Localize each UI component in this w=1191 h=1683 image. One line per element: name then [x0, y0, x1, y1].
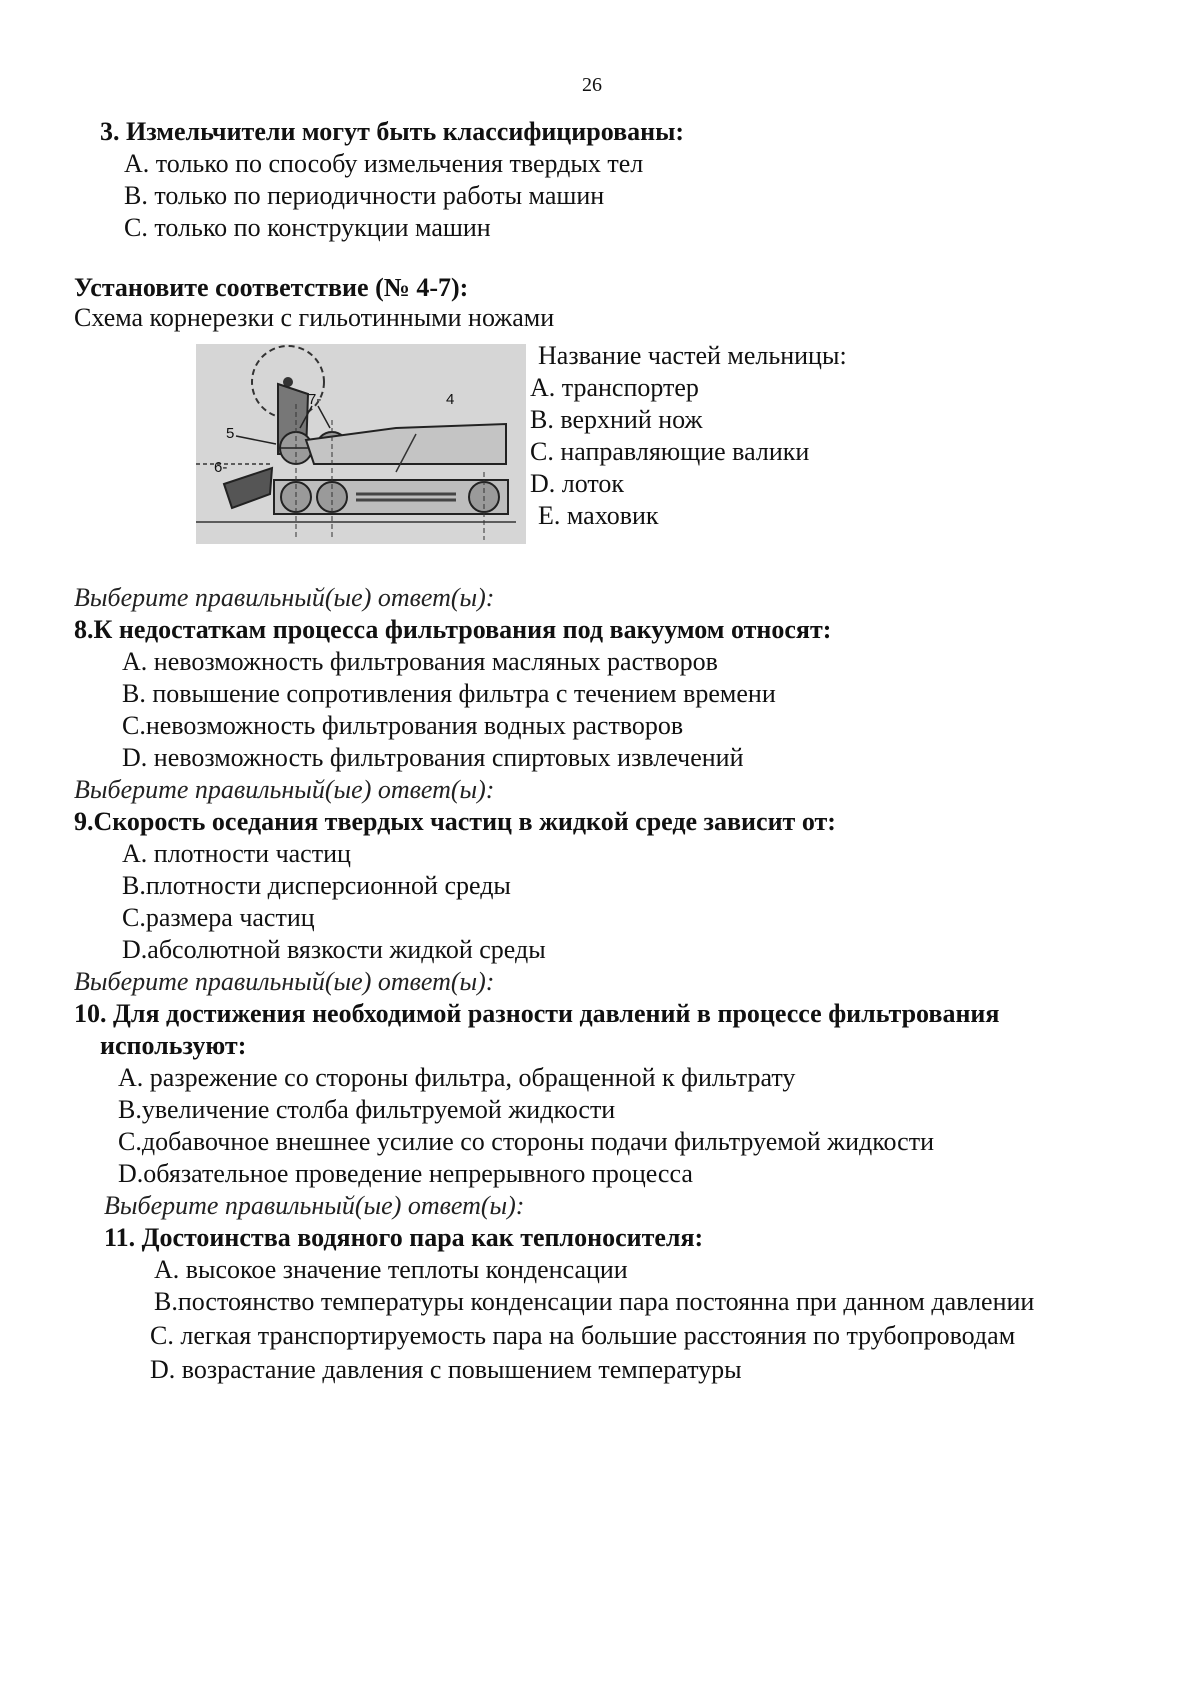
match-caption: Схема корнерезки с гильотинными ножами	[74, 303, 555, 332]
q3-option-b: B. только по периодичности работы машин	[124, 181, 605, 210]
q10-option-c: C.добавочное внешнее усилие со стороны подачи фильтруемой жидкости	[118, 1127, 934, 1156]
q11-option-a: A. высокое значение теплоты конденсации	[154, 1255, 628, 1284]
part-a: A. транспортер	[530, 373, 699, 402]
parts-title: Название частей мельницы:	[538, 341, 847, 370]
q10-title-line1: 10. Для достижения необходимой разности давлений в процессе фильтрования	[74, 999, 1000, 1028]
instruction-q10: Выберите правильный(ые) ответ(ы):	[74, 967, 495, 996]
q9-title: 9.Скорость оседания твердых частиц в жидкой среде зависит от:	[74, 807, 836, 836]
instruction-q9: Выберите правильный(ые) ответ(ы):	[74, 775, 495, 804]
q8-option-a: A. невозможность фильтрования масляных растворов	[122, 647, 718, 676]
q11-option-c: C. легкая транспортируемость пара на большие расстояния по трубопроводам	[150, 1321, 1016, 1350]
part-c: C. направляющие валики	[530, 437, 810, 466]
q8-option-d: D. невозможность фильтрования спиртовых извлечений	[122, 743, 744, 772]
q9-option-b: B.плотности дисперсионной среды	[122, 871, 511, 900]
instruction-q11: Выберите правильный(ые) ответ(ы):	[104, 1191, 525, 1220]
q8-option-b: B. повышение сопротивления фильтра с течением времени	[122, 679, 776, 708]
q9-option-d: D.абсолютной вязкости жидкой среды	[122, 935, 546, 964]
figure-label-5: 5	[226, 425, 235, 442]
q8-title: 8.К недостаткам процесса фильтрования под вакуумом относят:	[74, 615, 832, 644]
q10-option-d: D.обязательное проведение непрерывного процесса	[118, 1159, 693, 1188]
q3-option-c: C. только по конструкции машин	[124, 213, 491, 242]
page-number: 26	[582, 74, 602, 96]
root-cutter-diagram	[196, 344, 526, 544]
q3-title: 3. Измельчители могут быть классифицированы:	[100, 117, 685, 146]
part-e: E. маховик	[538, 501, 659, 530]
q11-option-d: D. возрастание давления с повышением температуры	[150, 1355, 742, 1384]
q10-title-line2: используют:	[100, 1031, 247, 1060]
figure-label-4: 4	[446, 391, 455, 408]
q9-option-c: C.размера частиц	[122, 903, 315, 932]
part-d: D. лоток	[530, 469, 625, 498]
q10-option-a: A. разрежение со стороны фильтра, обращенной к фильтрату	[118, 1063, 796, 1092]
q3-option-a: A. только по способу измельчения твердых тел	[124, 149, 644, 178]
q9-option-a: A. плотности частиц	[122, 839, 351, 868]
figure-label-7: 7-	[308, 391, 322, 408]
q11-title: 11. Достоинства водяного пара как теплоносителя:	[104, 1223, 704, 1252]
match-heading: Установите соответствие (№ 4-7):	[74, 273, 469, 302]
figure-label-6: 6-	[214, 459, 228, 476]
q8-option-c: C.невозможность фильтрования водных растворов	[122, 711, 684, 740]
instruction-q8: Выберите правильный(ые) ответ(ы):	[74, 583, 495, 612]
q10-option-b: B.увеличение столба фильтруемой жидкости	[118, 1095, 616, 1124]
part-b: B. верхний нож	[530, 405, 703, 434]
q11-option-b: B.постоянство температуры конденсации пара постоянна при данном давлении	[154, 1287, 1035, 1316]
